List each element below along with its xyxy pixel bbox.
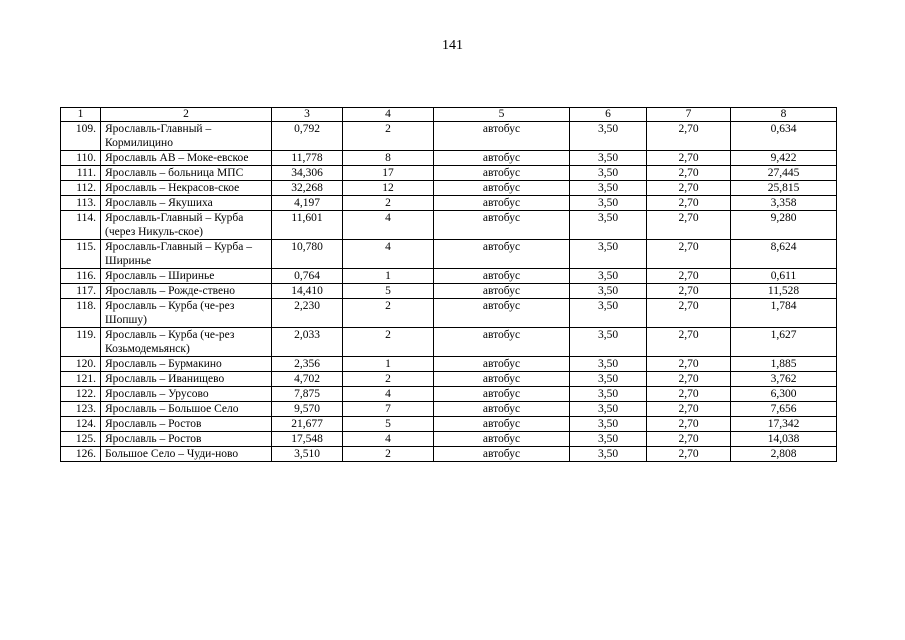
- col-6-value: 3,50: [570, 372, 647, 387]
- col-6-value: 3,50: [570, 211, 647, 240]
- col-7-value: 2,70: [647, 328, 731, 357]
- col-8-value: 8,624: [731, 240, 837, 269]
- header-cell: 5: [434, 108, 570, 122]
- transport-type: автобус: [434, 372, 570, 387]
- route-name: Ярославль – Ширинье: [101, 269, 272, 284]
- col-4-value: 2: [343, 447, 434, 462]
- col-3-value: 3,510: [272, 447, 343, 462]
- col-6-value: 3,50: [570, 269, 647, 284]
- table-row: [61, 284, 837, 299]
- col-4-value: 1: [343, 357, 434, 372]
- col-6-value: 3,50: [570, 166, 647, 181]
- routes-table: [60, 107, 837, 462]
- col-3-value: 0,764: [272, 269, 343, 284]
- table-row: [61, 299, 837, 328]
- col-8-value: 25,815: [731, 181, 837, 196]
- col-3-value: 4,702: [272, 372, 343, 387]
- row-number: 123.: [61, 402, 101, 417]
- header-cell: 8: [731, 108, 837, 122]
- col-7-value: 2,70: [647, 269, 731, 284]
- col-8-value: 3,762: [731, 372, 837, 387]
- table-row: [61, 240, 837, 269]
- transport-type: автобус: [434, 328, 570, 357]
- col-7-value: 2,70: [647, 372, 731, 387]
- col-6-value: 3,50: [570, 357, 647, 372]
- col-8-value: 27,445: [731, 166, 837, 181]
- col-4-value: 2: [343, 299, 434, 328]
- table-row: [61, 372, 837, 387]
- route-name: Ярославль-Главный – Курба (через Никуль-ское): [101, 211, 272, 240]
- route-name: Ярославль-Главный – Курба – Ширинье: [101, 240, 272, 269]
- col-6-value: 3,50: [570, 299, 647, 328]
- col-4-value: 4: [343, 387, 434, 402]
- col-7-value: 2,70: [647, 447, 731, 462]
- col-3-value: 34,306: [272, 166, 343, 181]
- route-name: Ярославль – Бурмакино: [101, 357, 272, 372]
- col-3-value: 2,356: [272, 357, 343, 372]
- row-number: 122.: [61, 387, 101, 402]
- col-3-value: 11,778: [272, 151, 343, 166]
- transport-type: автобус: [434, 417, 570, 432]
- row-number: 125.: [61, 432, 101, 447]
- col-6-value: 3,50: [570, 196, 647, 211]
- col-7-value: 2,70: [647, 240, 731, 269]
- route-name: Ярославль – Ростов: [101, 432, 272, 447]
- col-4-value: 2: [343, 196, 434, 211]
- col-3-value: 14,410: [272, 284, 343, 299]
- col-6-value: 3,50: [570, 240, 647, 269]
- table-row: [61, 417, 837, 432]
- header-cell: 7: [647, 108, 731, 122]
- row-number: 111.: [61, 166, 101, 181]
- col-8-value: 11,528: [731, 284, 837, 299]
- table-row: [61, 181, 837, 196]
- col-3-value: 21,677: [272, 417, 343, 432]
- col-8-value: 3,358: [731, 196, 837, 211]
- row-number: 116.: [61, 269, 101, 284]
- row-number: 121.: [61, 372, 101, 387]
- table-row: [61, 269, 837, 284]
- col-3-value: 11,601: [272, 211, 343, 240]
- col-8-value: 9,422: [731, 151, 837, 166]
- header-cell: 1: [61, 108, 101, 122]
- route-name: Ярославль АВ – Моке-евское: [101, 151, 272, 166]
- table-row: [61, 432, 837, 447]
- col-4-value: 12: [343, 181, 434, 196]
- col-7-value: 2,70: [647, 181, 731, 196]
- col-7-value: 2,70: [647, 417, 731, 432]
- col-6-value: 3,50: [570, 432, 647, 447]
- col-8-value: 6,300: [731, 387, 837, 402]
- col-7-value: 2,70: [647, 432, 731, 447]
- col-3-value: 7,875: [272, 387, 343, 402]
- transport-type: автобус: [434, 402, 570, 417]
- transport-type: автобус: [434, 357, 570, 372]
- row-number: 113.: [61, 196, 101, 211]
- transport-type: автобус: [434, 166, 570, 181]
- row-number: 119.: [61, 328, 101, 357]
- col-6-value: 3,50: [570, 181, 647, 196]
- transport-type: автобус: [434, 122, 570, 151]
- col-4-value: 5: [343, 417, 434, 432]
- transport-type: автобус: [434, 447, 570, 462]
- transport-type: автобус: [434, 284, 570, 299]
- col-4-value: 8: [343, 151, 434, 166]
- col-8-value: 0,611: [731, 269, 837, 284]
- table-row: [61, 211, 837, 240]
- col-7-value: 2,70: [647, 166, 731, 181]
- table-row: [61, 196, 837, 211]
- col-4-value: 17: [343, 166, 434, 181]
- header-cell: 2: [101, 108, 272, 122]
- route-name: Большое Село – Чуди-ново: [101, 447, 272, 462]
- col-7-value: 2,70: [647, 151, 731, 166]
- row-number: 114.: [61, 211, 101, 240]
- col-4-value: 4: [343, 211, 434, 240]
- col-8-value: 17,342: [731, 417, 837, 432]
- row-number: 120.: [61, 357, 101, 372]
- table-row: [61, 122, 837, 151]
- transport-type: автобус: [434, 432, 570, 447]
- table-row: [61, 447, 837, 462]
- route-name: Ярославль – Якушиха: [101, 196, 272, 211]
- col-4-value: 1: [343, 269, 434, 284]
- col-3-value: 17,548: [272, 432, 343, 447]
- route-name: Ярославль – Урусово: [101, 387, 272, 402]
- header-cell: 4: [343, 108, 434, 122]
- col-7-value: 2,70: [647, 196, 731, 211]
- transport-type: автобус: [434, 299, 570, 328]
- row-number: 124.: [61, 417, 101, 432]
- col-8-value: 1,784: [731, 299, 837, 328]
- col-3-value: 2,033: [272, 328, 343, 357]
- table-header-row: [61, 108, 837, 122]
- col-3-value: 0,792: [272, 122, 343, 151]
- header-cell: 3: [272, 108, 343, 122]
- col-7-value: 2,70: [647, 122, 731, 151]
- col-6-value: 3,50: [570, 151, 647, 166]
- col-4-value: 2: [343, 372, 434, 387]
- row-number: 117.: [61, 284, 101, 299]
- transport-type: автобус: [434, 269, 570, 284]
- row-number: 115.: [61, 240, 101, 269]
- table-row: [61, 328, 837, 357]
- col-8-value: 14,038: [731, 432, 837, 447]
- route-name: Ярославль – Курба (че-рез Козьмодемьянск): [101, 328, 272, 357]
- table-row: [61, 151, 837, 166]
- col-6-value: 3,50: [570, 417, 647, 432]
- row-number: 110.: [61, 151, 101, 166]
- page-number: 141: [442, 38, 463, 53]
- col-6-value: 3,50: [570, 284, 647, 299]
- col-4-value: 4: [343, 432, 434, 447]
- row-number: 109.: [61, 122, 101, 151]
- col-8-value: 9,280: [731, 211, 837, 240]
- route-name: Ярославль – Некрасов-ское: [101, 181, 272, 196]
- col-6-value: 3,50: [570, 447, 647, 462]
- col-4-value: 4: [343, 240, 434, 269]
- col-7-value: 2,70: [647, 387, 731, 402]
- col-3-value: 10,780: [272, 240, 343, 269]
- col-6-value: 3,50: [570, 402, 647, 417]
- row-number: 126.: [61, 447, 101, 462]
- col-4-value: 2: [343, 328, 434, 357]
- table-row: [61, 166, 837, 181]
- col-7-value: 2,70: [647, 299, 731, 328]
- transport-type: автобус: [434, 181, 570, 196]
- route-name: Ярославль – Ростов: [101, 417, 272, 432]
- col-7-value: 2,70: [647, 211, 731, 240]
- col-3-value: 2,230: [272, 299, 343, 328]
- route-name: Ярославль – больница МПС: [101, 166, 272, 181]
- col-8-value: 7,656: [731, 402, 837, 417]
- transport-type: автобус: [434, 151, 570, 166]
- row-number: 112.: [61, 181, 101, 196]
- col-4-value: 2: [343, 122, 434, 151]
- route-name: Ярославль – Большое Село: [101, 402, 272, 417]
- route-name: Ярославль-Главный – Кормилицино: [101, 122, 272, 151]
- header-cell: 6: [570, 108, 647, 122]
- col-4-value: 5: [343, 284, 434, 299]
- col-7-value: 2,70: [647, 402, 731, 417]
- table-row: [61, 387, 837, 402]
- route-name: Ярославль – Курба (че-рез Шопшу): [101, 299, 272, 328]
- col-8-value: 2,808: [731, 447, 837, 462]
- col-3-value: 32,268: [272, 181, 343, 196]
- col-3-value: 9,570: [272, 402, 343, 417]
- table-row: [61, 402, 837, 417]
- transport-type: автобус: [434, 196, 570, 211]
- table-row: [61, 357, 837, 372]
- col-7-value: 2,70: [647, 357, 731, 372]
- route-name: Ярославль – Иванищево: [101, 372, 272, 387]
- transport-type: автобус: [434, 387, 570, 402]
- col-8-value: 1,627: [731, 328, 837, 357]
- col-7-value: 2,70: [647, 284, 731, 299]
- col-8-value: 0,634: [731, 122, 837, 151]
- row-number: 118.: [61, 299, 101, 328]
- col-8-value: 1,885: [731, 357, 837, 372]
- col-6-value: 3,50: [570, 122, 647, 151]
- col-6-value: 3,50: [570, 387, 647, 402]
- col-4-value: 7: [343, 402, 434, 417]
- col-3-value: 4,197: [272, 196, 343, 211]
- transport-type: автобус: [434, 240, 570, 269]
- col-6-value: 3,50: [570, 328, 647, 357]
- transport-type: автобус: [434, 211, 570, 240]
- route-name: Ярославль – Рожде-ствено: [101, 284, 272, 299]
